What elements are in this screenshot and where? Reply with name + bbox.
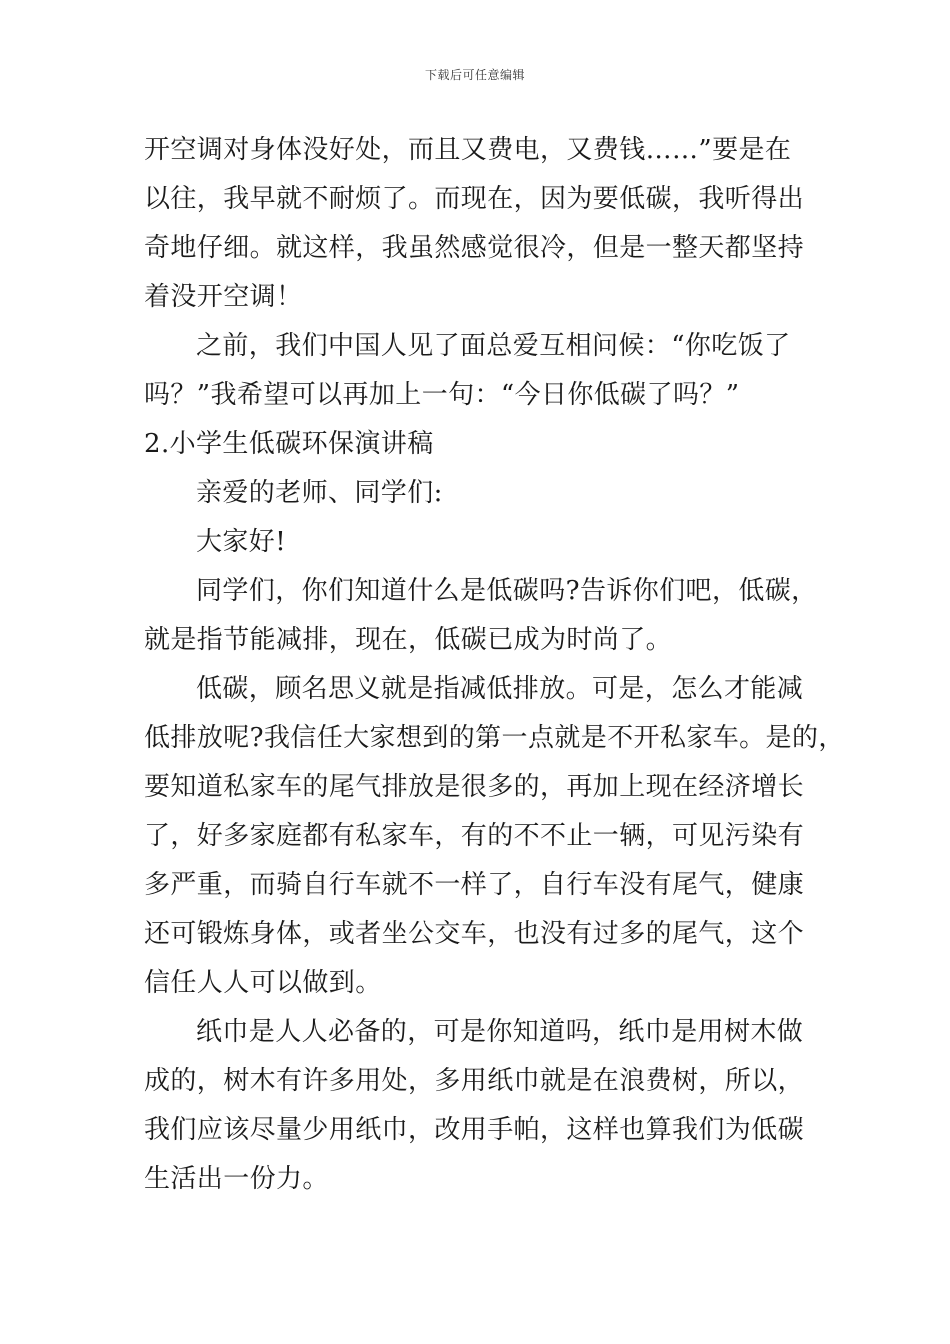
text-line: 多严重，而骑自行车就不一样了，自行车没有尾气，健康 bbox=[144, 870, 805, 900]
text-line: 就是指节能减排，现在，低碳已成为时尚了。 bbox=[144, 625, 673, 655]
text-line: 了，好多家庭都有私家车，有的不不止一辆，可见污染有 bbox=[144, 821, 805, 851]
text-line: 之前，我们中国人见了面总爱互相问候：“你吃饭了 bbox=[196, 331, 791, 361]
text-line: 信任人人可以做到。 bbox=[144, 968, 382, 998]
document-body bbox=[144, 126, 845, 1204]
text-line: 着没开空调！ bbox=[144, 282, 303, 312]
greeting: 大家好! bbox=[196, 527, 287, 557]
salutation: 亲爱的老师、同学们: bbox=[196, 478, 443, 508]
text-line: 成的，树木有许多用处，多用纸巾就是在浪费树，所以， bbox=[144, 1066, 805, 1096]
text-line: 低碳，顾名思义就是指减低排放。可是，怎么才能减 bbox=[196, 674, 804, 704]
page-header: 下载后可任意编辑 bbox=[424, 68, 525, 82]
section-heading: 2.小学生低碳环保演讲稿 bbox=[144, 429, 434, 459]
text-line: 吗？”我希望可以再加上一句：“今日你低碳了吗？” bbox=[144, 380, 740, 410]
text-line: 奇地仔细。就这样，我虽然感觉很冷，但是一整天都坚持 bbox=[144, 233, 805, 263]
text-line: 纸巾是人人必备的，可是你知道吗，纸巾是用树木做 bbox=[196, 1017, 804, 1047]
text-line: 要知道私家车的尾气排放是很多的，再加上现在经济增长 bbox=[144, 772, 805, 802]
text-line: 我们应该尽量少用纸巾，改用手帕，这样也算我们为低碳 bbox=[144, 1115, 805, 1145]
text-line: 同学们，你们知道什么是低碳吗?告诉你们吧，低碳， bbox=[196, 576, 818, 606]
text-line: 以往，我早就不耐烦了。而现在，因为要低碳，我听得出 bbox=[144, 184, 805, 214]
text-line: 开空调对身体没好处，而且又费电，又费钱……”要是在 bbox=[144, 135, 792, 165]
text-line: 还可锻炼身体，或者坐公交车，也没有过多的尾气，这个 bbox=[144, 919, 805, 949]
text-line: 低排放呢?我信任大家想到的第一点就是不开私家车。是的， bbox=[144, 723, 845, 753]
text-line: 生活出一份力。 bbox=[144, 1164, 329, 1194]
